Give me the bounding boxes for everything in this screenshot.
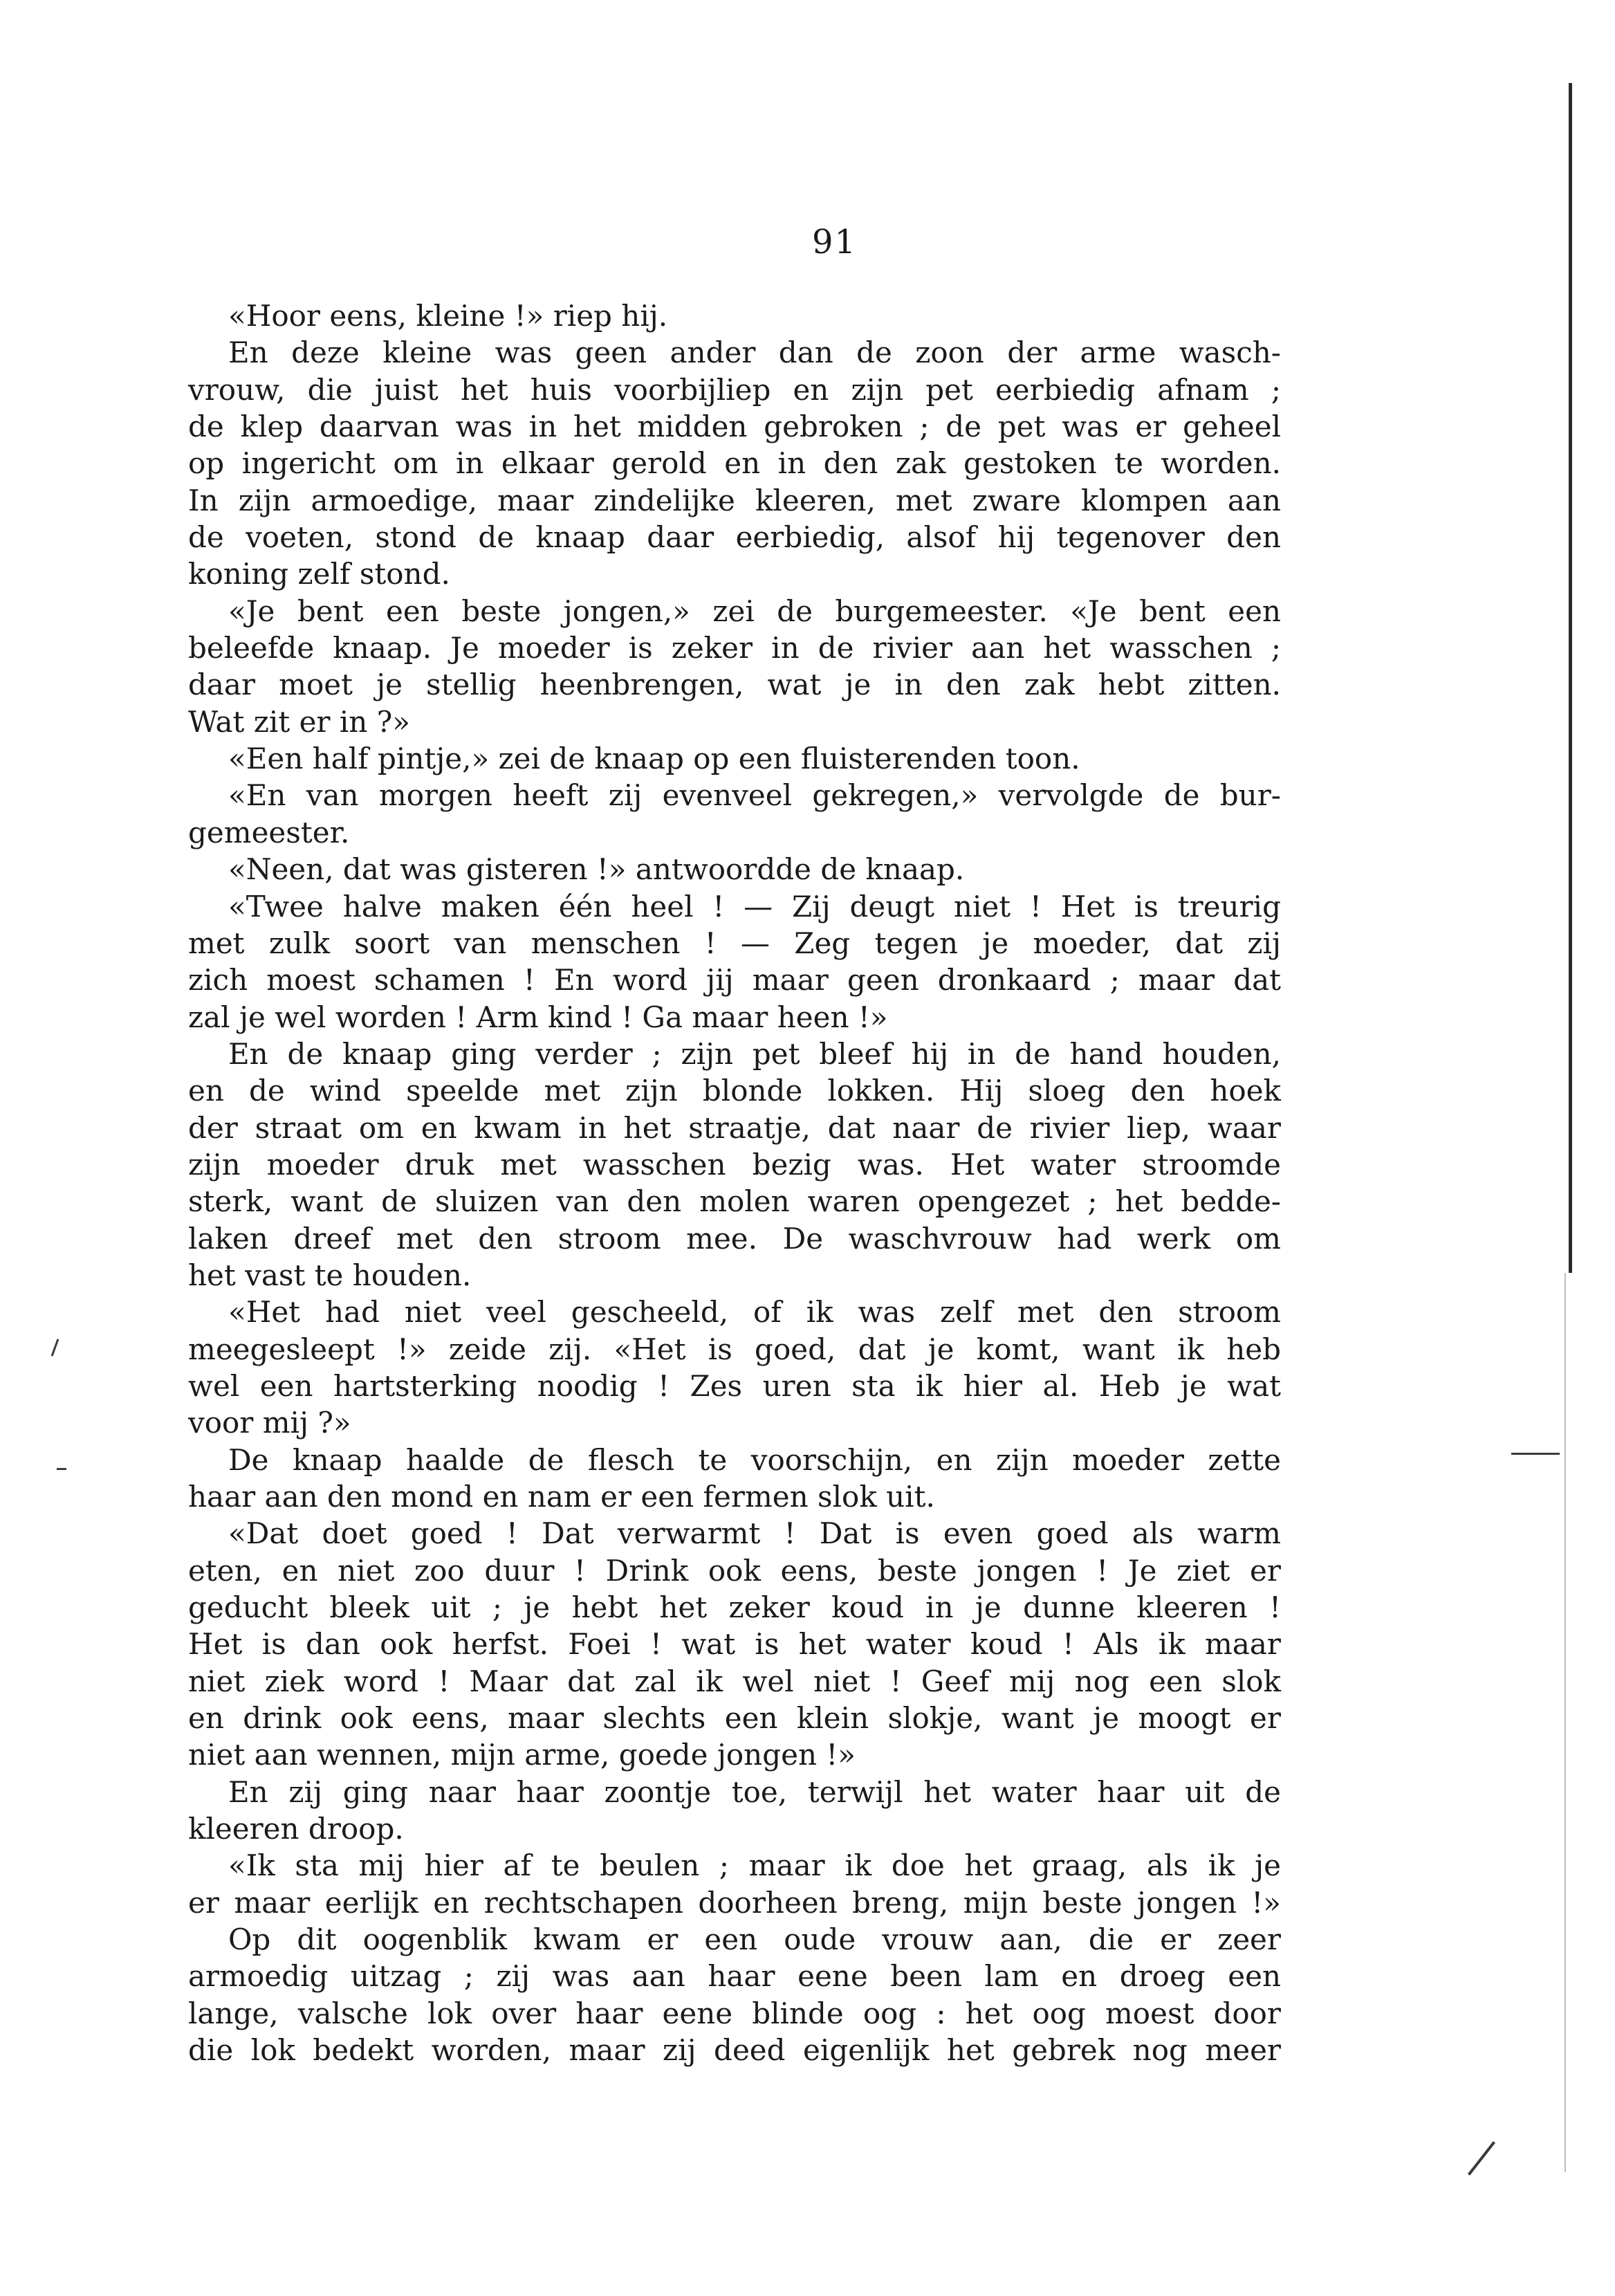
text-line: wel een hartsterking noodig ! Zes uren sta ik hier al. Heb je wat [188, 1368, 1281, 1403]
text-line: Op dit oogenblik kwam er een oude vrouw aan, die er zeer [228, 1922, 1281, 1957]
text-line: op ingericht om in elkaar gerold en in den zak gestoken te worden. [188, 446, 1281, 481]
text-line: laken dreef met den stroom mee. De waschvrouw had werk om [188, 1221, 1281, 1256]
binding-edge-line [1569, 83, 1572, 1273]
text-line: zijn moeder druk met wasschen bezig was. Het water stroomde [188, 1147, 1281, 1182]
text-line: er maar eerlijk en rechtschapen doorheen breng, mijn beste jongen !» [188, 1885, 1281, 1920]
scan-mark [1511, 1453, 1560, 1455]
text-line: «En van morgen heeft zij evenveel gekregen,» vervolgde de bur- [228, 778, 1281, 813]
scan-mark [1468, 2141, 1495, 2176]
text-line: en drink ook eens, maar slechts een klein slokje, want je moogt er [188, 1701, 1281, 1736]
text-line: daar moet je stellig heenbrengen, wat je in den zak hebt zitten. [188, 668, 1281, 702]
text-line: sterk, want de sluizen van den molen waren opengezet ; het bedde- [188, 1184, 1281, 1219]
text-line: eten, en niet zoo duur ! Drink ook eens, beste jongen ! Je ziet er [188, 1553, 1281, 1588]
text-line: En zij ging naar haar zoontje toe, terwijl het water haar uit de [228, 1774, 1281, 1809]
text-line: koning zelf stond. [188, 557, 450, 591]
text-line: De knaap haalde de flesch te voorschijn, en zijn moeder zette [228, 1442, 1281, 1477]
text-line: het vast te houden. [188, 1258, 472, 1292]
text-line: met zulk soort van menschen ! — Zeg tegen je moeder, dat zij [188, 926, 1281, 960]
text-line: voor mij ?» [188, 1406, 351, 1440]
text-line: En deze kleine was geen ander dan de zoon der arme wasch- [228, 336, 1281, 370]
text-line: «Een half pintje,» zei de knaap op een fluisterenden toon. [228, 742, 1080, 776]
text-line: Wat zit er in ?» [188, 704, 410, 739]
text-line: der straat om en kwam in het straatje, dat naar de rivier liep, waar [188, 1110, 1281, 1145]
binding-edge-shadow [1565, 1273, 1566, 2172]
text-line: «Het had niet veel gescheeld, of ik was zelf met den stroom [228, 1295, 1281, 1330]
text-line: En de knaap ging verder ; zijn pet bleef hij in de hand houden, [228, 1036, 1281, 1071]
text-line: «Hoor eens, kleine !» riep hij. [228, 299, 668, 333]
text-line: niet ziek word ! Maar dat zal ik wel niet ! Geef mij nog een slok [188, 1664, 1281, 1698]
text-line: die lok bedekt worden, maar zij deed eigenlijk het gebrek nog meer [188, 2033, 1281, 2068]
text-line: lange, valsche lok over haar eene blinde oog : het oog moest door [188, 1996, 1281, 2030]
text-line: haar aan den mond en nam er een fermen slok uit. [188, 1480, 935, 1514]
text-line: zal je wel worden ! Arm kind ! Ga maar heen !» [188, 1000, 888, 1034]
body-text [188, 297, 1281, 2069]
text-line: de voeten, stond de knaap daar eerbiedig, alsof hij tegenover den [188, 520, 1281, 555]
text-line: armoedig uitzag ; zij was aan haar eene been lam en droeg een [188, 1959, 1281, 1994]
text-line: beleefde knaap. Je moeder is zeker in de rivier aan het wasschen ; [188, 631, 1281, 665]
text-line: niet aan wennen, mijn arme, goede jongen !» [188, 1738, 856, 1772]
text-line: Het is dan ook herfst. Foei ! wat is het water koud ! Als ik maar [188, 1627, 1281, 1662]
scan-mark [51, 1339, 59, 1356]
text-line: kleeren droop. [188, 1812, 404, 1846]
text-line: gemeester. [188, 815, 350, 849]
text-line: «Je bent een beste jongen,» zei de burgemeester. «Je bent een [228, 594, 1281, 628]
text-line: In zijn armoedige, maar zindelijke kleeren, met zware klompen aan [188, 483, 1281, 517]
scan-mark [57, 1468, 66, 1470]
text-line: zich moest schamen ! En word jij maar geen dronkaard ; maar dat [188, 963, 1281, 998]
text-line: vrouw, die juist het huis voorbijliep en zijn pet eerbiedig afnam ; [188, 372, 1281, 407]
text-line: geducht bleek uit ; je hebt het zeker koud in je dunne kleeren ! [188, 1590, 1281, 1625]
text-line: meegesleept !» zeide zij. «Het is goed, dat je komt, want ik heb [188, 1332, 1281, 1366]
text-line: de klep daarvan was in het midden gebroken ; de pet was er geheel [188, 410, 1281, 444]
text-line: en de wind speelde met zijn blonde lokken. Hij sloeg den hoek [188, 1074, 1281, 1108]
page-number: 91 [811, 223, 858, 261]
text-line: «Dat doet goed ! Dat verwarmt ! Dat is even goed als warm [228, 1516, 1281, 1551]
text-line: «Neen, dat was gisteren !» antwoordde de knaap. [228, 852, 965, 887]
text-line: «Ik sta mij hier af te beulen ; maar ik doe het graag, als ik je [228, 1848, 1281, 1883]
text-line: «Twee halve maken één heel ! — Zij deugt niet ! Het is treurig [228, 889, 1281, 924]
